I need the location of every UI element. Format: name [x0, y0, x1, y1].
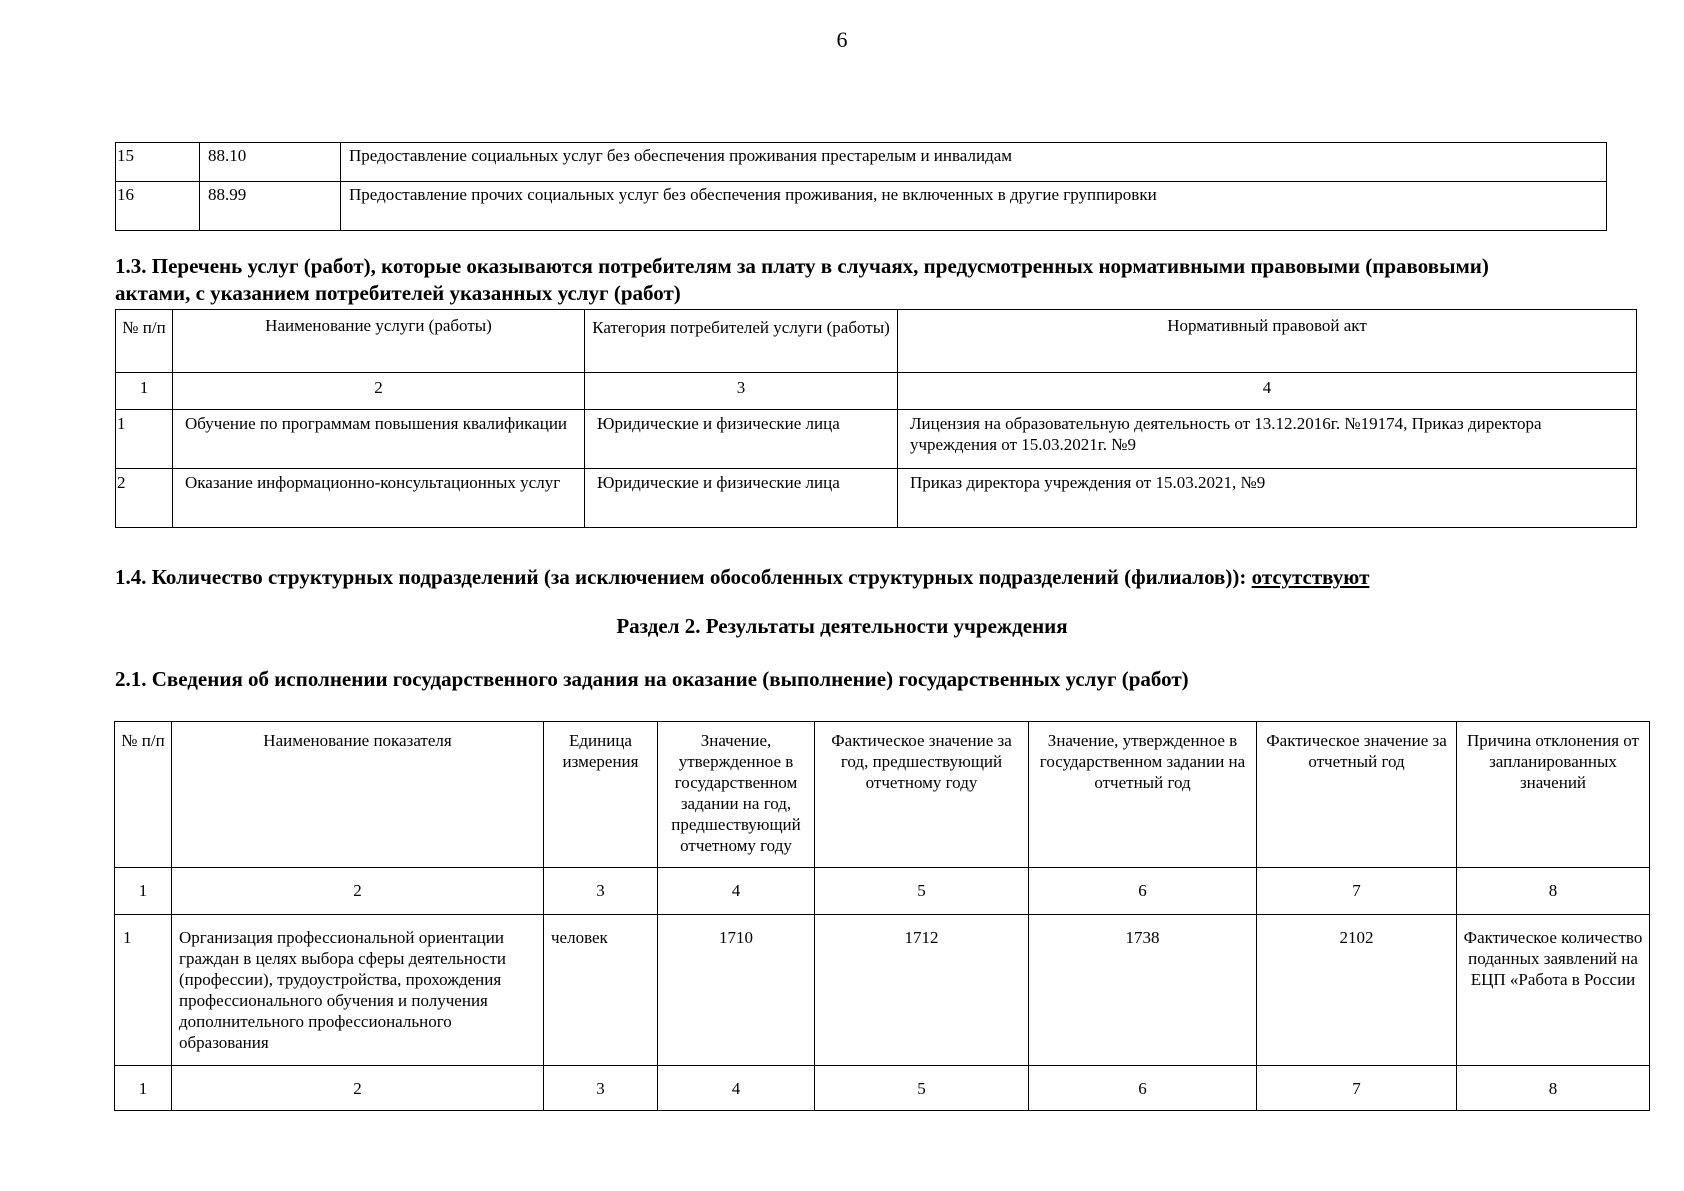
indicator-plan-cur: 1738 — [1029, 915, 1257, 1066]
section-1-3-heading — [115, 253, 1615, 307]
table-row — [116, 410, 1637, 469]
column-numbers-row — [115, 1066, 1650, 1111]
okved-name: Предоставление прочих социальных услуг без обеспечения проживания, не включенных в другие группировки — [341, 182, 1607, 231]
col-number: 7 — [1257, 1066, 1457, 1111]
col-number: 3 — [544, 1066, 658, 1111]
table-row — [116, 469, 1637, 528]
col-header-plan-prev: Значение, утвержденное в государственном задании на год, предшествующий отчетному году — [658, 722, 815, 868]
okved-table — [115, 142, 1607, 231]
service-num: 1 — [116, 410, 173, 469]
col-number: 1 — [115, 1066, 172, 1111]
indicator-num: 1 — [115, 915, 172, 1066]
col-header-fact-prev: Фактическое значение за год, предшествующий отчетному году — [815, 722, 1029, 868]
service-category: Юридические и физические лица — [585, 469, 898, 528]
state-assignment-table — [114, 721, 1650, 1111]
table-row — [116, 143, 1607, 182]
col-header-num: № п/п — [115, 722, 172, 868]
col-number: 1 — [116, 373, 173, 410]
col-header-category: Категория потребителей услуги (работы) — [585, 310, 898, 373]
col-number: 5 — [815, 1066, 1029, 1111]
table-header-row — [116, 310, 1637, 373]
col-number: 2 — [172, 1066, 544, 1111]
page-number: 6 — [836, 27, 848, 52]
indicator-name: Организация профессиональной ориентации граждан в целях выбора сферы деятельности (профессии), трудоустройства, прохождения профессионального обучения и получения дополнительного профессионального образования — [172, 915, 544, 1066]
section-1-3-heading-line2: актами, с указанием потребителей указанных услуг (работ) — [115, 281, 681, 305]
col-header-name: Наименование услуги (работы) — [173, 310, 585, 373]
col-header-fact-cur: Фактическое значение за отчетный год — [1257, 722, 1457, 868]
service-name: Обучение по программам повышения квалификации — [173, 410, 585, 469]
indicator-unit: человек — [544, 915, 658, 1066]
table-row — [116, 182, 1607, 231]
service-name: Оказание информационно-консультационных услуг — [173, 469, 585, 528]
indicator-fact-cur: 2102 — [1257, 915, 1457, 1066]
okved-num: 16 — [116, 182, 200, 231]
col-number: 2 — [172, 868, 544, 915]
section-1-4-value: отсутствуют — [1251, 565, 1370, 589]
okved-code: 88.10 — [200, 143, 341, 182]
col-number: 6 — [1029, 1066, 1257, 1111]
column-numbers-row — [116, 373, 1637, 410]
col-header-reason: Причина отклонения от запланированных значений — [1457, 722, 1650, 868]
indicator-reason: Фактическое количество поданных заявлений на ЕЦП «Работа в России — [1457, 915, 1650, 1066]
col-header-unit: Единица измерения — [544, 722, 658, 868]
okved-num: 15 — [116, 143, 200, 182]
col-number: 7 — [1257, 868, 1457, 915]
okved-name: Предоставление социальных услуг без обеспечения проживания престарелым и инвалидам — [341, 143, 1607, 182]
table-header-row — [115, 722, 1650, 868]
col-number: 3 — [585, 373, 898, 410]
section-1-3-heading-line1: 1.3. Перечень услуг (работ), которые оказываются потребителям за плату в случаях, предусмотренных нормативными правовыми (правовыми) — [115, 254, 1489, 278]
col-number: 5 — [815, 868, 1029, 915]
indicator-plan-prev: 1710 — [658, 915, 815, 1066]
col-header-indicator: Наименование показателя — [172, 722, 544, 868]
table-row — [115, 915, 1650, 1066]
col-number: 8 — [1457, 1066, 1650, 1111]
col-number: 1 — [115, 868, 172, 915]
section-2-1-heading: 2.1. Сведения об исполнении государственного задания на оказание (выполнение) государственных услуг (работ) — [115, 667, 1189, 691]
section-1-4-heading — [115, 564, 1369, 591]
service-act: Лицензия на образовательную деятельность от 13.12.2016г. №19174, Приказ директора учреждения от 15.03.2021г. №9 — [898, 410, 1637, 469]
col-number: 4 — [658, 1066, 815, 1111]
service-num: 2 — [116, 469, 173, 528]
col-header-plan-cur: Значение, утвержденное в государственном задании на отчетный год — [1029, 722, 1257, 868]
service-category: Юридические и физические лица — [585, 410, 898, 469]
column-numbers-row — [115, 868, 1650, 915]
col-header-act: Нормативный правовой акт — [898, 310, 1637, 373]
col-number: 4 — [658, 868, 815, 915]
service-act: Приказ директора учреждения от 15.03.2021, №9 — [898, 469, 1637, 528]
paid-services-table — [115, 309, 1637, 528]
indicator-fact-prev: 1712 — [815, 915, 1029, 1066]
col-number: 3 — [544, 868, 658, 915]
col-number: 8 — [1457, 868, 1650, 915]
col-number: 6 — [1029, 868, 1257, 915]
section-1-4-heading-text: 1.4. Количество структурных подразделений (за исключением обособленных структурных подразделений (филиалов)): — [115, 565, 1252, 589]
col-number: 4 — [898, 373, 1637, 410]
okved-code: 88.99 — [200, 182, 341, 231]
col-header-num: № п/п — [116, 310, 173, 373]
col-number: 2 — [173, 373, 585, 410]
section-2-title: Раздел 2. Результаты деятельности учреждения — [616, 614, 1068, 638]
